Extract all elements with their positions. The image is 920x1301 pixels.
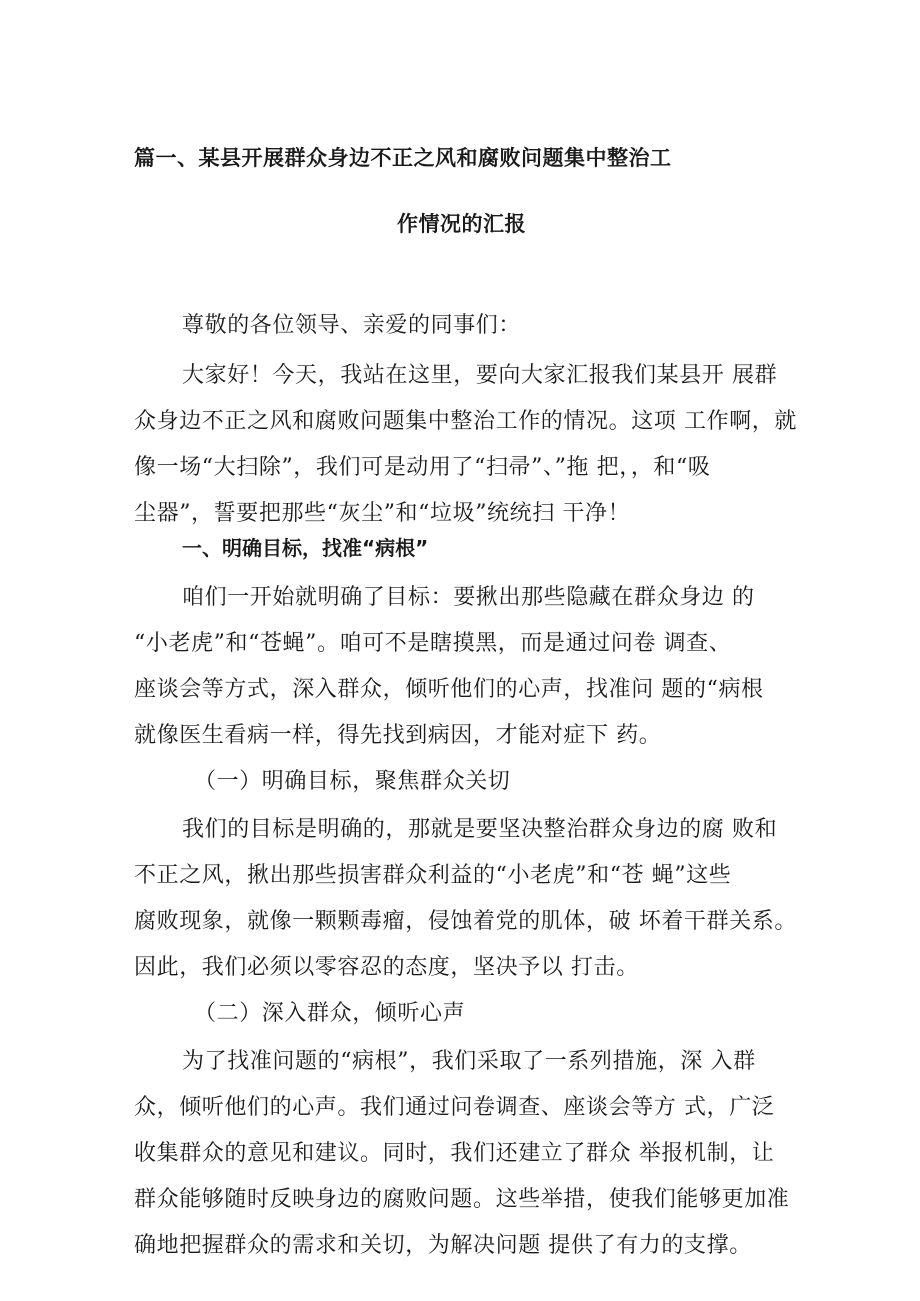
subsection-1-line-3: 腐败现象，就像一颗颗毒瘤，侵蚀着党的肌体，破 坏着干群关系。 (134, 909, 797, 934)
subsection-2-line-1: 为了找准问题的“病根”，我们采取了一系列措施，深 入群 (182, 1049, 756, 1074)
subsection-1-heading: （一）明确目标，聚焦群众关切 (194, 769, 511, 794)
section-1-line-1: 咱们一开始就明确了目标：要揪出那些隐藏在群众身边 的 (182, 585, 755, 610)
document-title-line-1: 篇一、某县开展群众身边不正之风和腐败问题集中整治工 (134, 146, 672, 170)
intro-line-1: 大家好！今天，我站在这里，要向大家汇报我们某县开 展群 (182, 363, 778, 388)
subsection-2-line-4: 群众能够随时反映身边的腐败问题。这些举措，使我们能够更加准 (134, 1187, 790, 1212)
section-1-line-3: 座谈会等方式，深入群众，倾听他们的心声，找准问 题的“病根 (134, 677, 764, 702)
intro-line-2: 众身边不正之风和腐败问题集中整治工作的情况。这项 工作啊，就 (134, 409, 797, 434)
intro-line-3: 像一场“大扫除”，我们可是动用了“扫帚”、”拖 把，，和“吸 (134, 455, 711, 480)
salutation: 尊敬的各位领导、亲爱的同事们： (182, 313, 522, 338)
section-1-line-4: 就像医生看病一样，得先找到病因，才能对症下 药。 (134, 723, 662, 748)
subsection-2-line-5: 确地把握群众的需求和关切，为解决问题 提供了有力的支撑。 (134, 1233, 752, 1258)
document-title-line-2: 作情况的汇报 (397, 212, 526, 236)
subsection-1-line-2: 不正之风，揪出那些损害群众利益的“小老虎”和“苍 蝇”这些 (134, 863, 732, 888)
intro-line-4: 尘器”，誓要把那些“灰尘”和“垃圾”统统扫 干净！ (134, 501, 631, 526)
subsection-2-line-3: 收集群众的意见和建议。同时，我们还建立了群众 举报机制，让 (134, 1141, 775, 1166)
subsection-2-heading: （二）深入群众，倾听心声 (194, 1001, 466, 1026)
subsection-1-line-1: 我们的目标是明确的，那就是要坚决整治群众身边的腐 败和 (182, 817, 778, 842)
section-1-line-2: “小老虎”和“苍蝇”。咱可不是瞎摸黑，而是通过问卷 调查、 (134, 631, 732, 656)
subsection-1-line-4: 因此，我们必须以零容忍的态度，坚决予以 打击。 (134, 955, 639, 980)
subsection-2-line-2: 众，倾听他们的心声。我们通过问卷调查、座谈会等方 式，广泛 (134, 1095, 775, 1120)
section-1-heading: 一、明确目标，找准“病根” (182, 536, 429, 560)
